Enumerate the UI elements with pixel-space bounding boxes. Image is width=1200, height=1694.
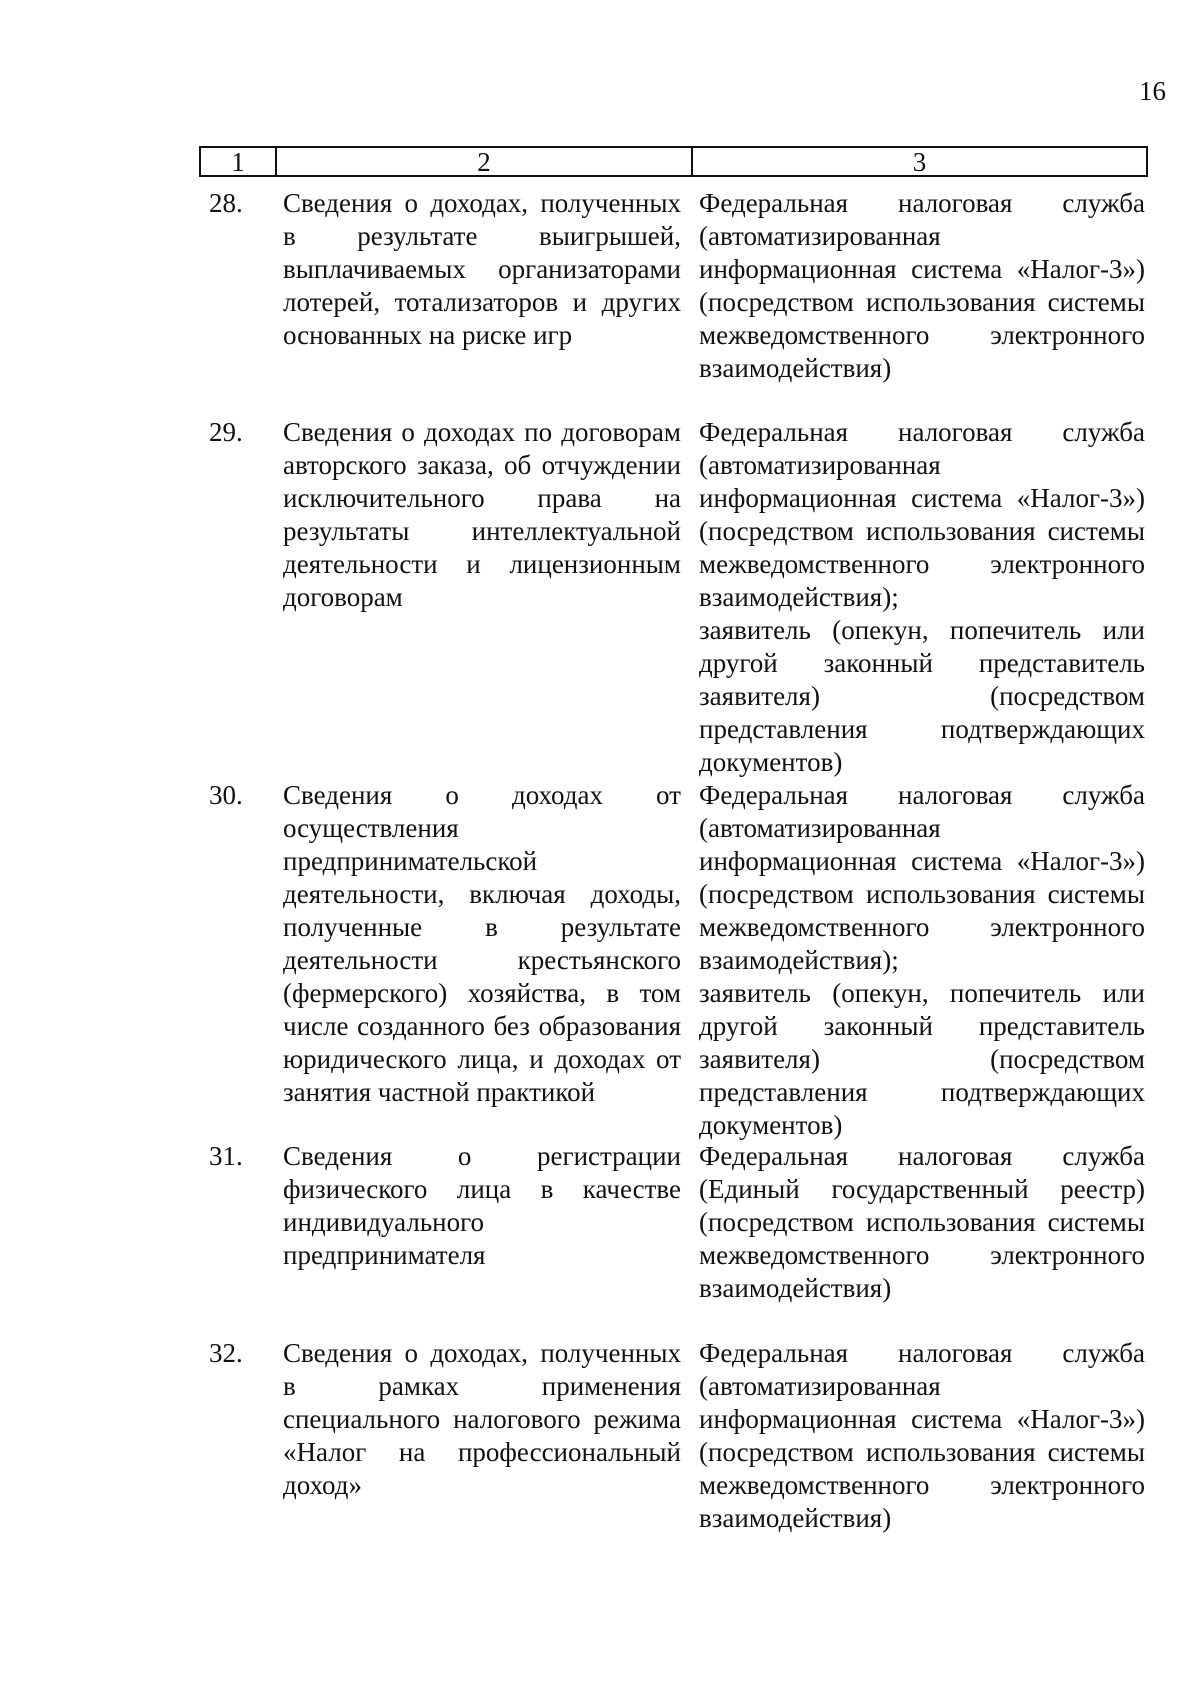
description-text: Сведения о регистрации физического лица в качестве индивидуального предпринимателя	[283, 1141, 681, 1270]
row-description	[283, 1140, 681, 1272]
row-description	[283, 187, 681, 352]
row-description	[283, 1337, 681, 1502]
row-number: 30.	[209, 780, 243, 810]
source-text: Федеральная налоговая служба (автоматизированная информационная система «Налог-3») (посредством использования системы межведомственного электронного взаимодействия);	[699, 417, 1145, 612]
row-source	[699, 1140, 1145, 1305]
source-text: заявитель (опекун, попечитель или другой законный представитель заявителя) (посредством представления подтверждающих документов)	[699, 978, 1145, 1140]
source-text: Федеральная налоговая служба (автоматизированная информационная система «Налог-3») (посредством использования системы межведомственного электронного взаимодействия)	[699, 188, 1145, 383]
header-col-3: 3	[691, 148, 1146, 175]
description-text: Сведения о доходах по договорам авторского заказа, об отчуждении исключительного права на результаты интеллектуальной деятельности и лицензионным договорам	[283, 417, 681, 612]
source-text: Федеральная налоговая служба (автоматизированная информационная система «Налог-3») (посредством использования системы межведомственного электронного взаимодействия)	[699, 1338, 1145, 1533]
table-header	[199, 146, 1148, 177]
row-number: 29.	[209, 417, 243, 447]
row-description	[283, 416, 681, 614]
row-number: 32.	[209, 1338, 243, 1368]
description-text: Сведения о доходах, полученных в результате выигрышей, выплачиваемых организаторами лотерей, тотализаторов и других основанных на риске игр	[283, 188, 681, 350]
row-description	[283, 779, 681, 1109]
row-source	[699, 1337, 1145, 1535]
description-text: Сведения о доходах, полученных в рамках применения специального налогового режима «Налог на профессиональный доход»	[283, 1338, 681, 1500]
header-col-1: 1	[231, 147, 245, 177]
page-number: 16	[1139, 76, 1166, 106]
header-col-2: 2	[275, 148, 691, 175]
source-text: заявитель (опекун, попечитель или другой законный представитель заявителя) (посредством представления подтверждающих документов)	[699, 615, 1145, 777]
row-source	[699, 779, 1145, 1142]
row-source	[699, 416, 1145, 779]
source-text: Федеральная налоговая служба (автоматизированная информационная система «Налог-3») (посредством использования системы межведомственного электронного взаимодействия);	[699, 780, 1145, 975]
row-number: 31.	[209, 1141, 243, 1171]
row-number: 28.	[209, 188, 243, 218]
description-text: Сведения о доходах от осуществления предпринимательской деятельности, включая доходы, полученные в результате деятельности крестьянского (фермерского) хозяйства, в том числе созданного без образования юридического лица, и доходах от занятия частной практикой	[283, 780, 681, 1107]
row-source	[699, 187, 1145, 385]
source-text: Федеральная налоговая служба (Единый государственный реестр) (посредством использования системы межведомственного электронного взаимодействия)	[699, 1141, 1145, 1303]
